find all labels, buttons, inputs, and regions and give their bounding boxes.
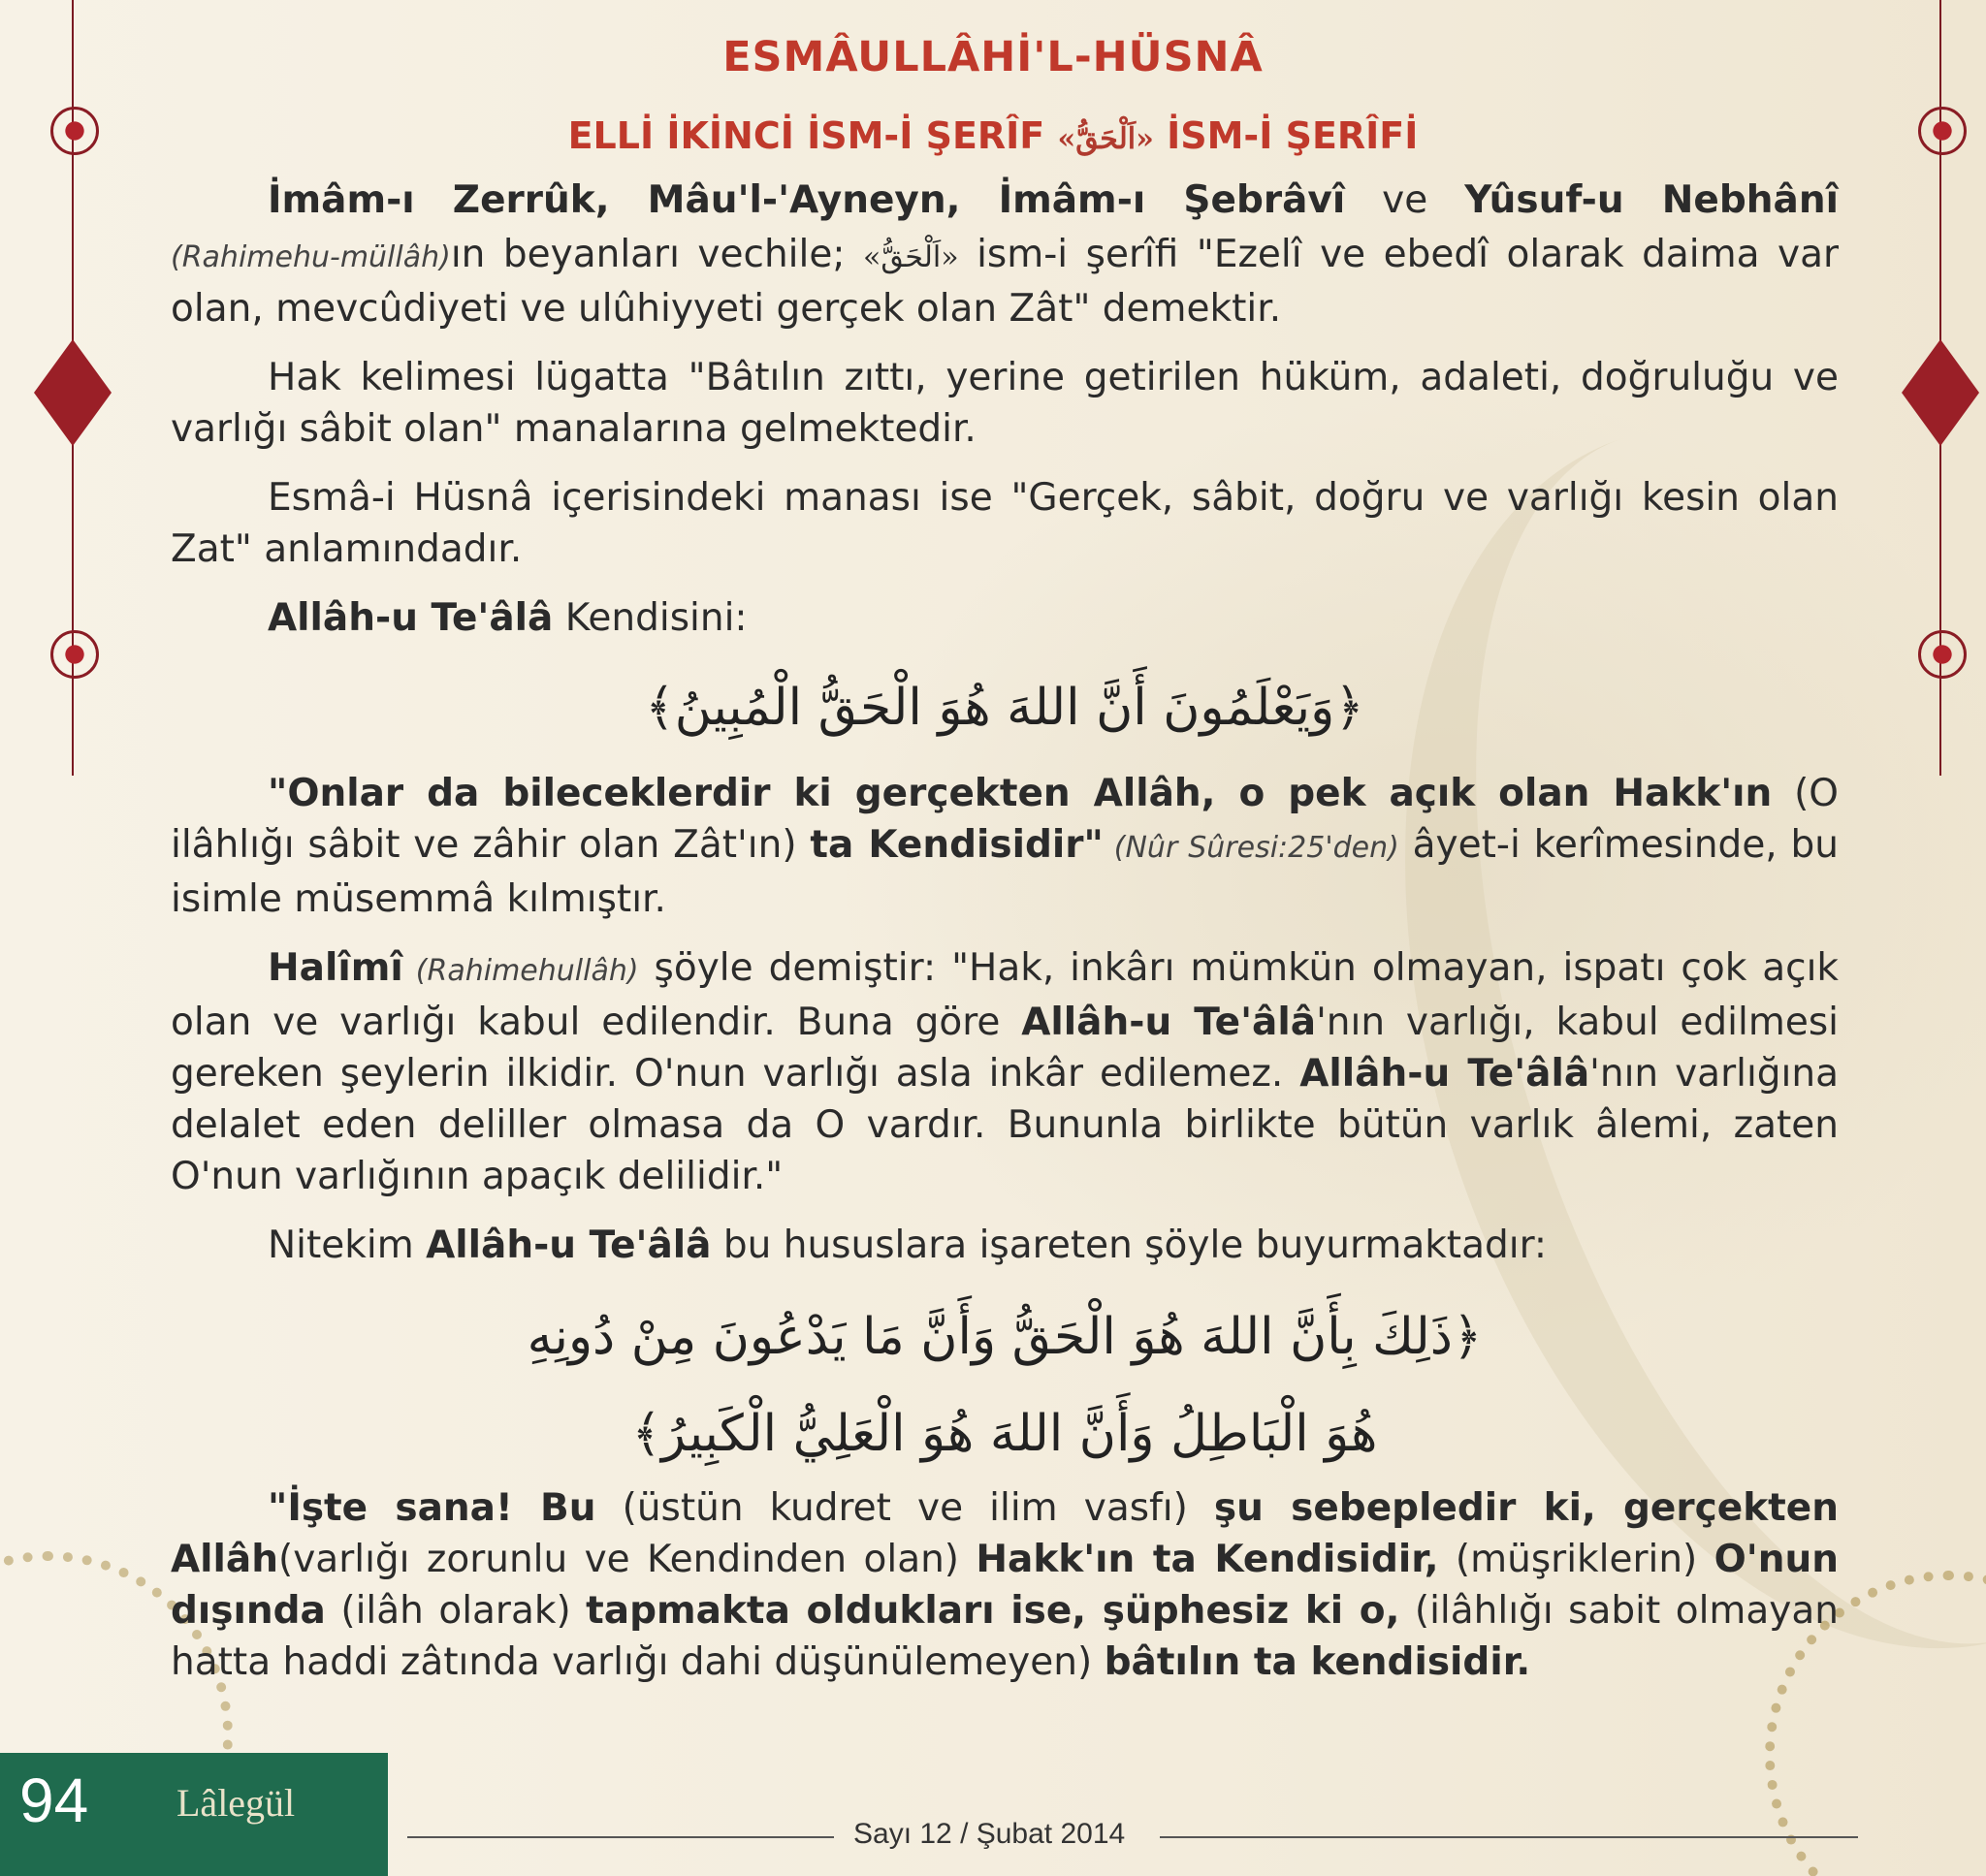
ayet-1: ﴿وَيَعْلَمُونَ أَنَّ اللهَ هُوَ الْحَقُّ الْمُبِينُ﴾ (645, 679, 1364, 737)
magazine-logo: Lâlegül (176, 1781, 296, 1825)
right-ornament-center (1902, 339, 1979, 446)
subtitle-after: İSM-İ ŞERÎFİ (1167, 114, 1419, 157)
paragraph-1 (171, 175, 1839, 334)
p8-bold-5: tapmakta oldukları ise, şüphesiz ki o, (586, 1589, 1400, 1633)
p8-text-5: (ilâhlığı sabit olmayan hatta haddi zâtında varlığı dahi düşünülemeyen) (171, 1589, 1839, 1684)
footer-rule-right (1160, 1836, 1858, 1838)
p6-bold-2: Allâh-u Te'âlâ (1021, 1001, 1317, 1044)
issue-label: Sayı 12 / Şubat 2014 (853, 1818, 1126, 1850)
paragraph-4 (171, 592, 1839, 644)
right-ornament-bottom (1918, 630, 1967, 679)
p8-text-2: (varlığı zorunlu ve Kendinden olan) (278, 1538, 977, 1581)
p1-italic-1: (Rahimehu-müllâh) (171, 240, 451, 274)
paragraph-2: Hak kelimesi lügatta "Bâtılın zıttı, yerine getirilen hüküm, adaleti, doğruluğu ve varlığı sâbit olan" manalarına gelmektedir. (171, 356, 1839, 451)
p1-bold-2: Yûsuf-u Nebhânî (1464, 178, 1839, 222)
p7-bold-1: Allâh-u Te'âlâ (426, 1224, 712, 1267)
p8-text-1: (üstün kudret ve ilim vasfı) (595, 1486, 1214, 1530)
p5-text-1: (O ilâhlığı sâbit ve zâhir olan Zât'ın) (171, 772, 1839, 867)
p1-text-1: ve (1345, 178, 1465, 222)
p4-bold-1: Allâh-u Te'âlâ (268, 596, 554, 640)
p8-bold-1: "İşte sana! Bu (268, 1486, 596, 1530)
ayet-2 (171, 1288, 1839, 1482)
subtitle-before: ELLİ İKİNCİ İSM-İ ŞERÎF (567, 114, 1045, 157)
p5-text-2: âyet-i kerîmesinde, bu isimle müsemmâ kılmıştır. (171, 823, 1840, 921)
p5-bold-1: "Onlar da bileceklerdir ki gerçekten Allâh, o pek açık olan Hakk'ın (268, 772, 1773, 815)
p7-text-1: Nitekim (268, 1224, 427, 1267)
page-subtitle (0, 114, 1986, 157)
p1-text-2: ın beyanları vechile; (450, 233, 863, 276)
subtitle-arabic: «اَلْحَقُّ» (1057, 122, 1154, 156)
paragraph-7 (171, 1220, 1839, 1271)
p6-text-1: şöyle demiştir: "Hak, inkârı mümkün olmayan, ispatı çok açık olan ve varlığı kabul edilendir. Buna göre (171, 946, 1840, 1044)
paragraph-5 (171, 768, 1839, 925)
ayet-2-line-2: هُوَ الْبَاطِلُ وَأَنَّ اللهَ هُوَ الْعَلِيُّ الْكَبِيرُ﴾ (631, 1405, 1378, 1463)
p8-bold-4: O'nun dışında (171, 1538, 1840, 1633)
p1-text-3: ism-i şerîfi "Ezelî ve ebedî olarak daima var olan, mevcûdiyeti ve ulûhiyyeti gerçek olan Zât" demektir. (171, 233, 1840, 331)
p4-text-1: Kendisini: (553, 596, 748, 640)
paragraph-6 (171, 942, 1839, 1202)
p6-bold-3: Allâh-u Te'âlâ (1299, 1052, 1590, 1096)
ayet-2-line-1: ﴿ذَلِكَ بِأَنَّ اللهَ هُوَ الْحَقُّ وَأَنَّ مَا يَدْعُونَ مِنْ دُونِهِ (527, 1308, 1483, 1366)
p8-text-4: (ilâh olarak) (325, 1589, 587, 1633)
footer-rule-left (407, 1836, 834, 1838)
paragraph-3: Esmâ-i Hüsnâ içerisindeki manası ise "Gerçek, sâbit, doğru ve varlığı kesin olan Zat" anlamındadır. (171, 476, 1839, 571)
p6-text-3: 'nın varlığına delalet eden deliller olmasa da O vardır. Bununla birlikte bütün varlık âlemi, zaten O'nun varlığının apaçık delilidir." (171, 1052, 1839, 1198)
p7-text-2: bu hususlara işareten şöyle buyurmaktadır: (711, 1224, 1548, 1267)
p8-text-3: (müşriklerin) (1438, 1538, 1714, 1581)
p5-bold-2: ta Kendisidir" (810, 823, 1104, 867)
page-number: 94 (19, 1765, 89, 1835)
p8-bold-2: şu sebepledir ki, gerçekten Allâh (171, 1486, 1839, 1581)
p6-bold-1: Halîmî (268, 946, 403, 990)
p8-bold-3: Hakk'ın ta Kendisidir, (976, 1538, 1439, 1581)
article-body (171, 175, 1839, 1705)
left-ornament-center (34, 339, 112, 446)
p6-italic-1: (Rahimehullâh) (402, 954, 639, 988)
p1-arabic: «اَلْحَقُّ» (862, 240, 959, 274)
p6-text-2: 'nın varlığı, kabul edilmesi gereken şeylerin ilkidir. O'nun varlığı asla inkâr edilemez. (171, 1001, 1839, 1096)
page-title: ESMÂULLÂHİ'L-HÜSNÂ (722, 33, 1264, 81)
paragraph-8 (171, 1482, 1839, 1688)
p1-bold-1: İmâm-ı Zerrûk, Mâu'l-'Ayneyn, İmâm-ı Şebrâvî (268, 178, 1346, 222)
left-ornament-bottom (50, 630, 99, 679)
p5-italic-1: (Nûr Sûresi:25'den) (1103, 831, 1399, 865)
p8-bold-6: bâtılın ta kendisidir. (1104, 1640, 1531, 1684)
